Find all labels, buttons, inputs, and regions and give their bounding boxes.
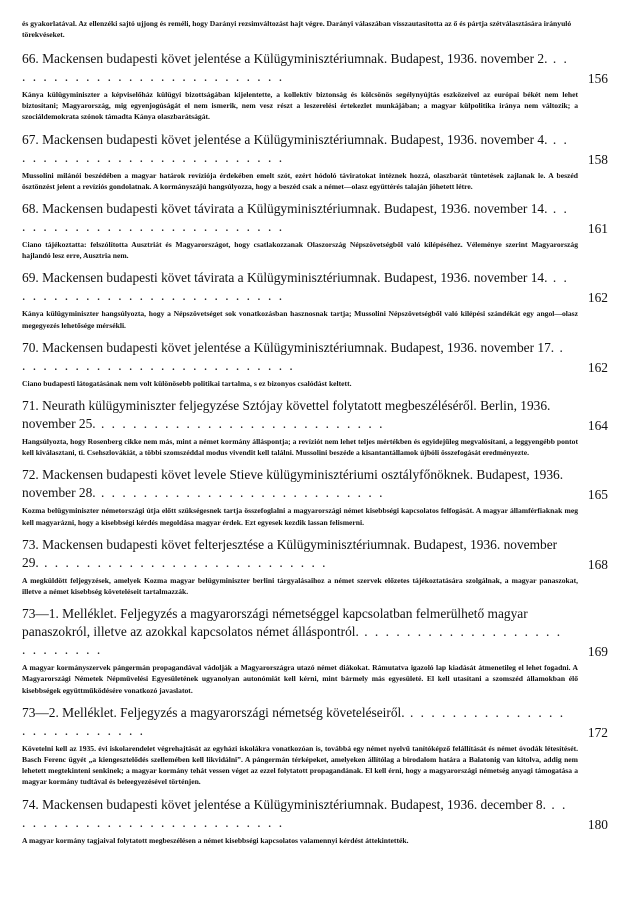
leader-dots: . . . . . . . . . . . . . . . . . . . . . . . . . . . <box>95 416 385 432</box>
entry-page-number: 164 <box>587 418 608 434</box>
entry-page-number: 156 <box>587 71 608 86</box>
entry-page-number: 162 <box>587 359 608 375</box>
entry-summary: A megküldött feljegyzések, amelyek Kozma magyar belügyminiszter berlini tárgyalásaihoz a német szervek előzetes tájékoztatására szolgálnak, a magyar panaszokat, illetve a német kisebbség követeléseit tartalmazzák. <box>22 575 578 597</box>
entry-heading <box>22 339 608 375</box>
leader-dots: . . . . . . . . . . . . . . . . . . . . . . . . . . . <box>22 270 569 304</box>
entry-heading <box>22 704 608 740</box>
entry-summary: A magyar kormányszervek pángermán propagandával vádolják a Magyarországra utazó német diákokat. Rámutatva igazoló lap kiadását átmenetileg el lehet fogadni. A Magyarországi Németek Népművelési Egyesületének ugyanolyan autonómiát kell kérni, mint bármely más egyesületé. El kell utasítani a szomszéd államokban élő kisebbségek együttműködésére vonatkozó javaslatot. <box>22 663 578 695</box>
entry-page-number: 161 <box>587 221 608 237</box>
toc-entry <box>22 796 608 846</box>
entry-summary: Kánya külügyminiszter hangsúlyozta, hogy a Népszövetséget sok vonatkozásban hasznosnak tartja; Mussolini Népszövetségből való kilépési szándékát egy angol—olasz megegyezés lehetősége mérsékli. <box>22 309 578 330</box>
entry-summary: Mussolini milánói beszédében a magyar határok revíziója érdekében emelt szót, ezért hódoló táviratokat intéznek hozzá, olaszbarát tüntetések zajlanak le. A beszéd ösztönzést jelent a revíziós gondolatnak. A kormányszájú hangsúlyozza, hogy a beszéd csak a német—olasz együttérés talaján jöhetett létre. <box>22 170 578 191</box>
entry-page-number: 180 <box>587 816 608 832</box>
leader-dots: . . . . . . . . . . . . . . . . . . . . . . . . . . . <box>22 201 569 235</box>
entry-heading <box>22 536 608 572</box>
entry-title: 68. Mackensen budapesti követ távirata a Külügyminisztériumnak. Budapest, 1936. november 14. <box>22 201 548 217</box>
entry-title: 71. Neurath külügyminiszter feljegyzése Sztójay követtel folytatott megbeszéléséről. Berlin, 1936. november 25. <box>22 398 551 432</box>
entry-title: 66. Mackensen budapesti követ jelentése a Külügyminisztériumnak. Budapest, 1936. november 2. <box>22 51 548 66</box>
intro-paragraph: és gyakorlatával. Az ellenzéki sajtó ujjong és reméli, hogy Darányi rezsimváltozást hajt végre. Darányi válaszában visszautasította az ő és pártja szétválasztására irányuló törekvéseket. <box>22 19 572 39</box>
entry-summary: Ciano budapesti látogatásának nem volt különösebb politikai tartalma, s ez bizonyos csalódást keltett. <box>22 378 352 388</box>
entry-title: 67. Mackensen budapesti követ jelentése a Külügyminisztériumnak. Budapest, 1936. november 4. <box>22 131 548 147</box>
entry-heading <box>22 131 608 167</box>
entry-heading <box>22 200 608 236</box>
entry-title: 69. Mackensen budapesti követ távirata a Külügyminisztériumnak. Budapest, 1936. november 14. <box>22 270 548 286</box>
toc-entry <box>22 605 608 696</box>
leader-dots: . . . . . . . . . . . . . . . . . . . . . . . . . . . <box>22 131 569 165</box>
entry-summary: Hangsúlyozta, hogy Rosenberg cikke nem más, mint a német kormány álláspontja; a revíziót nem lehet teljes mértékben és egyidejűleg megvalósítani, a leggyengébb pontot kell kiválasztani, ti. Csehszlovákiát, a többi szomszéddal modus vivendit kell találni. Mussolini beszéde a kisantantállamok újbóli összefogását eredményezte. <box>22 437 578 458</box>
entry-summary: Követelni kell az 1935. évi iskolarendelet végrehajtását az egyházi iskolákra vonatkozóan is, továbbá egy német nyelvű tanítóképző felállítását és német óvodák létesítését. Basch Ferenc ügyét „a kiengesztelődés szellemében kell likvidálni”. A pángermán térképeket, amelyeken állítólag a birodalom határa a Balatonig van kitolva, addig nem lehetett megtekinteni senkinek; a magyar kormány tehát vessen véget az ezzel folytatott propagandának. El kell érni, hogy a magyarországi németség anyagi támogatása a magyar kormány tudtával és beleegyezésével történjen. <box>22 743 578 787</box>
entry-title: 70. Mackensen budapesti követ jelentése a Külügyminisztériumnak. Budapest, 1936. november 17. <box>22 339 555 355</box>
toc-entry <box>22 466 608 527</box>
toc-entry <box>22 704 608 788</box>
entry-title: 74. Mackensen budapesti követ jelentése a Külügyminisztériumnak. Budapest, 1936. december 8. <box>22 796 546 812</box>
leader-dots: . . . . . . . . . . . . . . . . . . . . . . . . . . . <box>38 554 328 570</box>
toc-entry <box>22 131 608 192</box>
entry-heading <box>22 50 608 86</box>
leader-dots: . . . . . . . . . . . . . . . . . . . . . . . . . . . <box>95 485 385 501</box>
toc-entry <box>22 397 608 458</box>
entry-page-number: 162 <box>587 290 608 306</box>
entry-heading <box>22 796 608 832</box>
entry-heading <box>22 605 608 659</box>
entry-heading <box>22 466 608 502</box>
entry-title: 73—2. Melléklet. Feljegyzés a magyarországi németség követeléseiről. <box>22 704 405 720</box>
toc-entry <box>22 269 608 330</box>
entry-page-number: 169 <box>587 644 608 660</box>
entry-page-number: 168 <box>587 556 608 572</box>
entry-heading <box>22 397 608 433</box>
entry-list <box>22 50 608 846</box>
leader-dots: . . . . . . . . . . . . . . . . . . . . . . . . . . . <box>22 624 563 658</box>
leader-dots: . . . . . . . . . . . . . . . . . . . . . . . . . . . <box>22 51 569 84</box>
entry-summary: Kozma belügyminiszter németországi útja előtt szükségesnek tartja összefoglalni a magyarországi német kisebbségi kapcsolatos felfogását. A magyar államférfiaknak meg kell magyarázni, hogy a kisebbségi kérdés megoldása magyar érdek. Ezt egyesek kezdik lassan felismerni. <box>22 506 578 527</box>
entry-title: 72. Mackensen budapesti követ levele Stieve külügyminisztériumi osztályfőnöknek. Budapest, 1936. november 28. <box>22 467 564 501</box>
entry-title: 73. Mackensen budapesti követ felterjesztése a Külügyminisztériumnak. Budapest, 1936. november 29. <box>22 536 558 570</box>
toc-entry <box>22 536 608 597</box>
leader-dots: . . . . . . . . . . . . . . . . . . . . . . . . . . . <box>22 339 565 373</box>
entry-page-number: 165 <box>587 487 608 503</box>
entry-heading <box>22 269 608 305</box>
entry-summary: Kánya külügyminiszter a képviselőház külügyi bizottságában kijelentette, a kollektív biztonság és kölcsönös segélynyújtás eszközeivel az európai békét nem lehet biztosítani; Magyarország, mig egyenjogúságát el nem ismerik, nem vesz részt a leszerelési értekezlet munkájában; a magyar külpolitika iránya nem változik; a szociáldemokrata szónok támadta Kánya olaszbarátságát. <box>22 90 578 122</box>
entry-page-number: 172 <box>587 724 608 740</box>
toc-entry <box>22 50 608 123</box>
toc-entry <box>22 339 608 389</box>
entry-summary: Ciano tájékoztatta: felszólította Ausztriát és Magyarországot, hogy csatlakozzanak Olaszország Népszövetségből való kilépéséhez. Véleménye szerint Magyarország hajlandó lesz erre, Ausztria nem. <box>22 240 578 261</box>
entry-summary: A magyar kormány tagjaival folytatott megbeszélésen a német kisebbségi kapcsolatos valamennyi kérdést áttekintették. <box>22 835 409 845</box>
leader-dots: . . . . . . . . . . . . . . . . . . . . . . . . . . . <box>22 796 568 830</box>
entry-title: 73—1. Melléklet. Feljegyzés a magyarországi németséggel kapcsolatban felmerülhető magyar panaszokról, illetve az azokkal kapcsolatos német álláspontról. <box>22 606 528 640</box>
toc-entry <box>22 200 608 261</box>
entry-page-number: 158 <box>587 151 608 167</box>
leader-dots: . . . . . . . . . . . . . . . . . . . . . . . . . . . <box>22 704 566 738</box>
